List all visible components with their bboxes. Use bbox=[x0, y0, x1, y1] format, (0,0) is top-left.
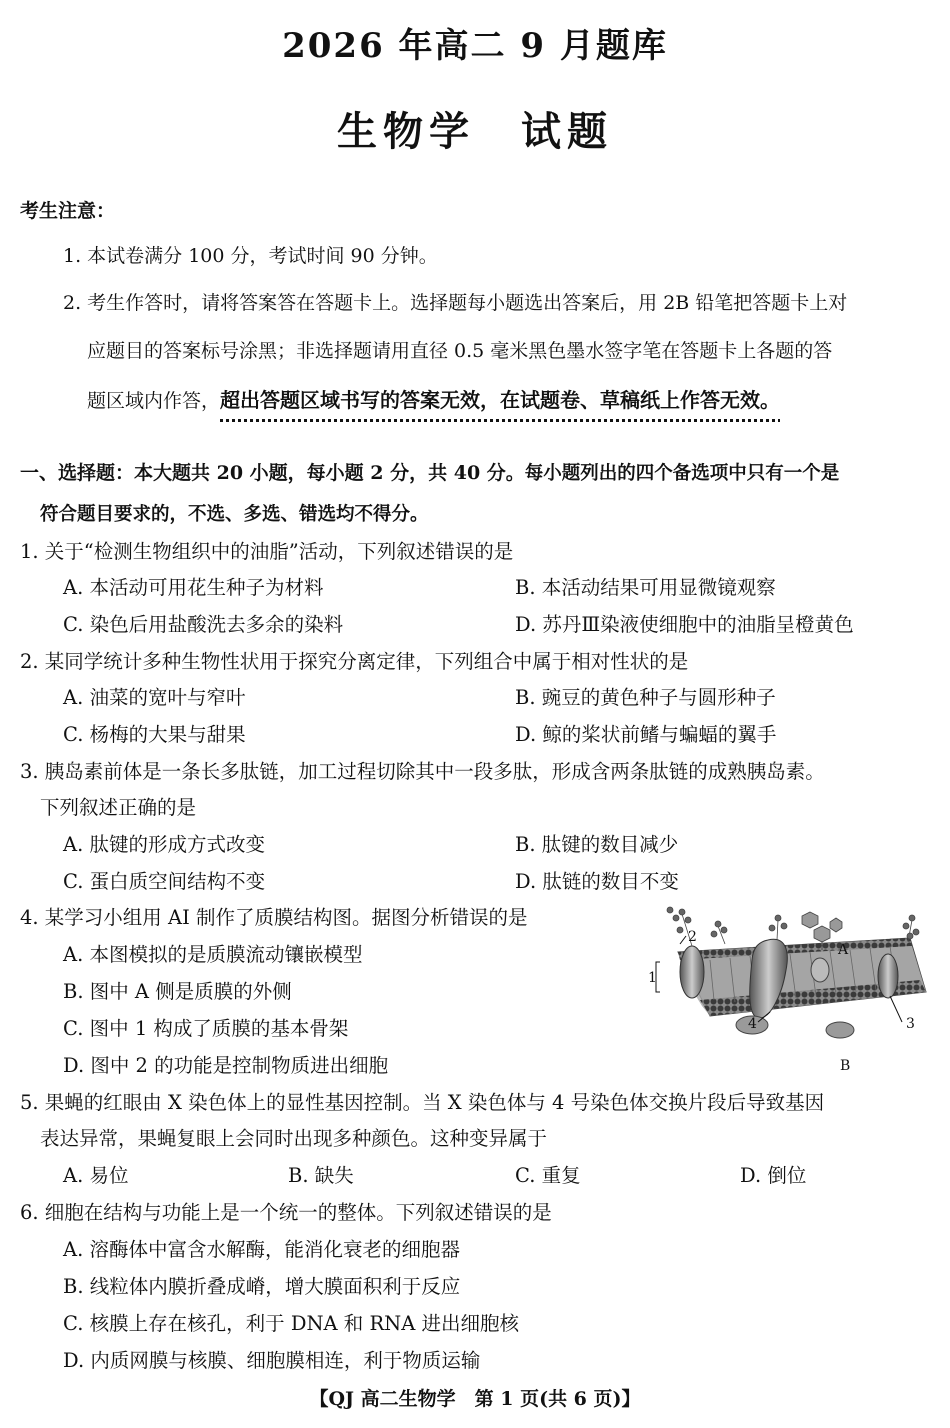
q4-option-d: D. 图中 2 的功能是控制物质进出细胞 bbox=[63, 1054, 389, 1077]
q6-option-c: C. 核膜上存在核孔，利于 DNA 和 RNA 进出细胞核 bbox=[63, 1312, 520, 1335]
page-footer: 【QJ 高二生物学 第 1 页(共 6 页)】 bbox=[309, 1388, 641, 1410]
q3-option-b: B. 肽键的数目减少 bbox=[515, 833, 679, 856]
notice-item-2-line-2: 应题目的答案标号涂黑；非选择题请用直径 0.5 毫米黑色墨水签字笔在答题卡上各题的答 bbox=[87, 340, 833, 362]
notice-item-2-line-1: 2. 考生作答时，请将答案答在答题卡上。选择题每小题选出答案后，用 2B 铅笔把答题卡上对 bbox=[63, 292, 848, 314]
label-3: 3 bbox=[906, 1016, 915, 1032]
q6-option-b: B. 线粒体内膜折叠成嵴，增大膜面积利于反应 bbox=[63, 1275, 461, 1298]
q1-option-c: C. 染色后用盐酸洗去多余的染料 bbox=[63, 613, 344, 636]
section-1-header-line-1 bbox=[20, 462, 839, 485]
section-1-prefix: 一、选择题：本大题共 20 小题，每小题 2 分，共 40 分。 bbox=[20, 462, 525, 484]
plasma-membrane-diagram bbox=[640, 900, 940, 1080]
q4-option-a: A. 本图模拟的是质膜流动镶嵌模型 bbox=[63, 943, 363, 966]
q3-option-a: A. 肽键的形成方式改变 bbox=[63, 833, 265, 856]
q2-option-c: C. 杨梅的大果与甜果 bbox=[63, 723, 246, 746]
q2-stem: 2. 某同学统计多种生物性状用于探究分离定律，下列组合中属于相对性状的是 bbox=[20, 650, 689, 673]
label-A: A bbox=[838, 942, 849, 958]
q3-stem-line-1: 3. 胰岛素前体是一条长多肽链，加工过程切除其中一段多肽，形成含两条肽链的成熟胰岛素。 bbox=[20, 760, 825, 783]
q5-option-a: A. 易位 bbox=[63, 1164, 129, 1187]
q6-option-a: A. 溶酶体中富含水解酶，能消化衰老的细胞器 bbox=[63, 1238, 460, 1261]
q3-option-d: D. 肽链的数目不变 bbox=[515, 870, 679, 893]
q4-stem: 4. 某学习小组用 AI 制作了质膜结构图。据图分析错误的是 bbox=[20, 906, 528, 929]
q6-option-d: D. 内质网膜与核膜、细胞膜相连，利于物质运输 bbox=[63, 1349, 481, 1372]
section-1-header-line-2: 符合题目要求的，不选、多选、错选均不得分。 bbox=[40, 504, 429, 525]
q6-stem: 6. 细胞在结构与功能上是一个统一的整体。下列叙述错误的是 bbox=[20, 1201, 552, 1224]
q4-option-b: B. 图中 A 侧是质膜的外侧 bbox=[63, 980, 292, 1003]
exam-title: 2026 年高二 9 月题库 bbox=[282, 26, 668, 66]
q2-option-a: A. 油菜的宽叶与窄叶 bbox=[63, 686, 246, 709]
q1-option-d: D. 苏丹Ⅲ染液使细胞中的油脂呈橙黄色 bbox=[515, 613, 854, 636]
q2-option-b: B. 豌豆的黄色种子与圆形种子 bbox=[515, 686, 776, 709]
notice-emphasis: 超出答题区域书写的答案无效，在试题卷、草稿纸上作答无效。 bbox=[220, 388, 781, 412]
label-4: 4 bbox=[748, 1016, 757, 1032]
notice-item-2-line-3 bbox=[87, 388, 780, 413]
notice-item-1: 1. 本试卷满分 100 分，考试时间 90 分钟。 bbox=[63, 245, 438, 267]
q5-stem-line-1: 5. 果蝇的红眼由 X 染色体上的显性基因控制。当 X 染色体与 4 号染色体交换片段后导致基因 bbox=[20, 1091, 825, 1114]
q5-option-d: D. 倒位 bbox=[740, 1164, 807, 1187]
q1-option-a: A. 本活动可用花生种子为材料 bbox=[63, 576, 324, 599]
label-1: 1 bbox=[648, 970, 657, 986]
label-2: 2 bbox=[688, 929, 697, 945]
q5-stem-line-2: 表达异常，果蝇复眼上会同时出现多种颜色。这种变异属于 bbox=[40, 1127, 548, 1150]
q3-option-c: C. 蛋白质空间结构不变 bbox=[63, 870, 266, 893]
notice-title: 考生注意： bbox=[20, 200, 116, 222]
q3-stem-line-2: 下列叙述正确的是 bbox=[40, 796, 197, 819]
q1-option-b: B. 本活动结果可用显微镜观察 bbox=[515, 576, 776, 599]
q2-option-d: D. 鲸的桨状前鳍与蝙蝠的翼手 bbox=[515, 723, 777, 746]
q5-option-b: B. 缺失 bbox=[288, 1164, 354, 1187]
subject-title: 生物学 试题 bbox=[337, 108, 613, 155]
section-1-instruction: 每小题列出的四个备选项中只有一个是 bbox=[524, 463, 840, 484]
label-B: B bbox=[840, 1058, 851, 1074]
q4-option-c: C. 图中 1 构成了质膜的基本骨架 bbox=[63, 1017, 349, 1040]
notice-plain-text: 题区域内作答， bbox=[87, 390, 221, 412]
q5-option-c: C. 重复 bbox=[515, 1164, 581, 1187]
q1-stem: 1. 关于“检测生物组织中的油脂”活动，下列叙述错误的是 bbox=[20, 540, 514, 563]
